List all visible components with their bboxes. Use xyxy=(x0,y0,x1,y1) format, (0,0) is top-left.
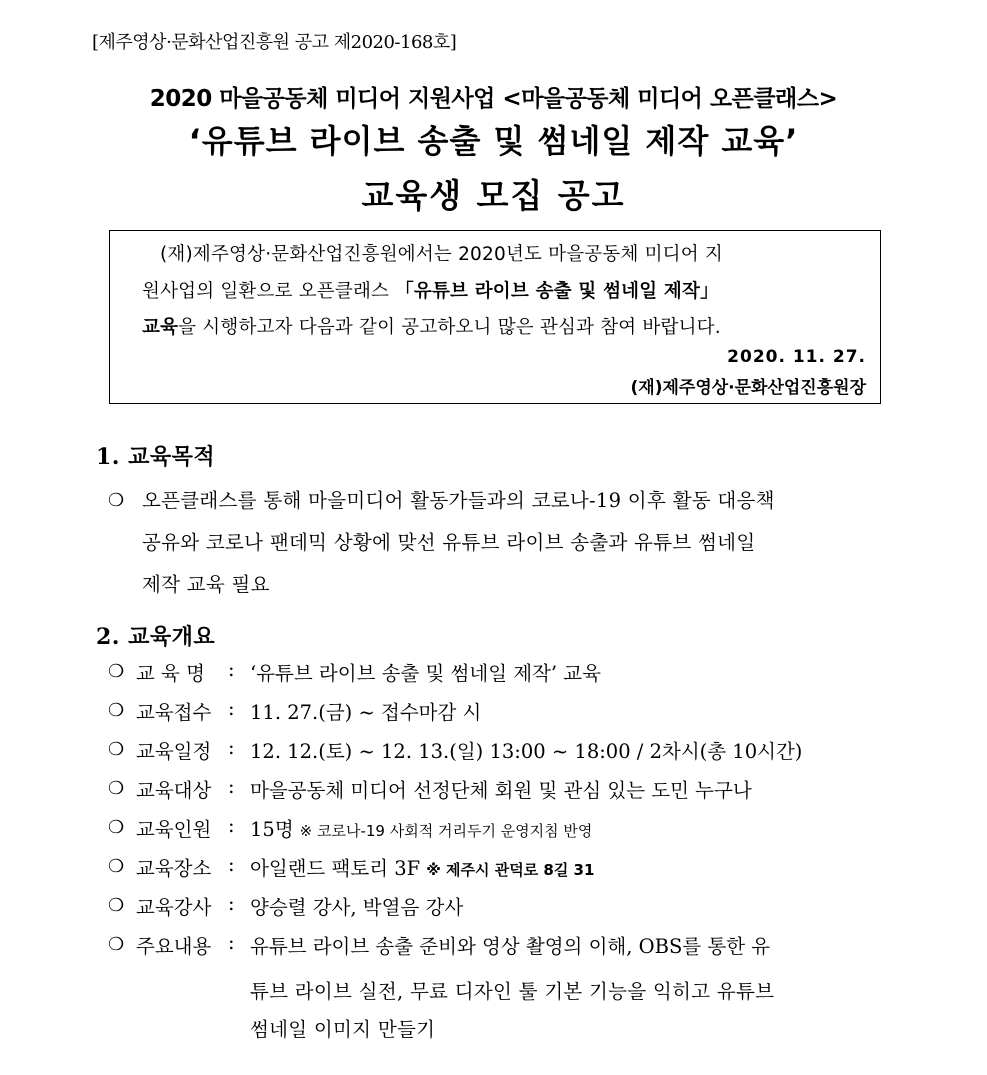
location-address-note: ※ 제주시 관덕로 8길 31 xyxy=(426,861,595,879)
item-value: 12. 12.(토) ~ 12. 13.(일) 13:00 ~ 18:00 / 2차시(총 10시간) xyxy=(250,740,803,763)
capacity-note: ※ 코로나-19 사회적 거리두기 운영지침 반영 xyxy=(299,822,593,840)
overview-item-location xyxy=(108,853,908,892)
overview-item-content xyxy=(108,931,908,970)
capacity-value: 15명 xyxy=(250,818,294,841)
bullet-circle-icon: ❍ xyxy=(108,817,125,838)
item-separator: : xyxy=(228,697,235,720)
item-value xyxy=(250,814,592,842)
section-1-purpose xyxy=(108,480,898,606)
overview-item-schedule xyxy=(108,736,908,775)
bullet-circle-icon: ❍ xyxy=(108,490,125,511)
notice-number: [제주영상·문화산업진흥원 공고 제2020-168호] xyxy=(92,32,457,53)
item-separator: : xyxy=(228,892,235,915)
bullet-circle-icon: ❍ xyxy=(108,778,125,799)
item-value: 양승렬 강사, 박열음 강사 xyxy=(250,896,464,919)
intro-line-2 xyxy=(142,277,719,303)
intro-program-name: 「유튜브 라이브 송출 및 썸네일 제작」 xyxy=(395,281,719,302)
bullet-circle-icon: ❍ xyxy=(108,934,125,955)
intro-line-3 xyxy=(142,313,721,339)
title-line-3: 교육생 모집 공고 xyxy=(361,176,626,215)
item-separator: : xyxy=(228,853,235,876)
purpose-line: 제작 교육 필요 xyxy=(142,573,270,596)
item-value xyxy=(250,853,594,881)
content-continuation-line: 튜브 라이브 실전, 무료 디자인 툴 기본 기능을 익히고 유튜브 xyxy=(250,980,775,1003)
issuer-signature: (재)제주영상·문화산업진흥원장 xyxy=(630,378,866,398)
item-separator: : xyxy=(228,736,235,759)
item-separator: : xyxy=(228,658,235,681)
section-1-title: 1. 교육목적 xyxy=(96,444,216,470)
bullet-circle-icon: ❍ xyxy=(108,856,125,877)
bullet-circle-icon: ❍ xyxy=(108,739,125,760)
item-label: 교육접수 xyxy=(136,701,212,724)
section-2-title: 2. 교육개요 xyxy=(96,624,216,650)
title-line-1: 2020 마을공동체 미디어 지원사업 <마을공동체 미디어 오픈클래스> xyxy=(149,86,838,112)
notice-date: 2020. 11. 27. xyxy=(727,347,866,367)
bullet-circle-icon: ❍ xyxy=(108,895,125,916)
section-2-items xyxy=(108,658,908,970)
overview-item-course-name xyxy=(108,658,908,697)
bullet-circle-icon: ❍ xyxy=(108,700,125,721)
item-label: 교육인원 xyxy=(136,818,212,841)
overview-item-capacity xyxy=(108,814,908,853)
item-value: ‘유튜브 라이브 송출 및 썸네일 제작’ 교육 xyxy=(250,662,601,685)
item-value: 마을공동체 미디어 선정단체 회원 및 관심 있는 도민 누구나 xyxy=(250,779,752,802)
intro-line-3-text: 을 시행하고자 다음과 같이 공고하오니 많은 관심과 참여 바랍니다. xyxy=(178,317,721,338)
overview-item-target xyxy=(108,775,908,814)
intro-box xyxy=(109,230,881,404)
item-separator: : xyxy=(228,814,235,837)
item-label: 교육장소 xyxy=(136,857,212,880)
item-value: 11. 27.(금) ~ 접수마감 시 xyxy=(250,701,482,724)
purpose-line: 오픈클래스를 통해 마을미디어 활동가들과의 코로나-19 이후 활동 대응책 xyxy=(142,489,775,512)
item-label: 주요내용 xyxy=(136,935,212,958)
item-label: 교육강사 xyxy=(136,896,212,919)
location-value: 아일랜드 팩토리 3F xyxy=(250,857,421,880)
item-value: 유튜브 라이브 송출 준비와 영상 촬영의 이해, OBS를 통한 유 xyxy=(250,935,771,958)
item-separator: : xyxy=(228,931,235,954)
item-label: 교육대상 xyxy=(136,779,212,802)
item-label: 교육일정 xyxy=(136,740,212,763)
item-separator: : xyxy=(228,775,235,798)
purpose-line: 공유와 코로나 팬데믹 상황에 맞선 유튜브 라이브 송출과 유튜브 썸네일 xyxy=(142,531,756,554)
intro-line-2-text: 원사업의 일환으로 오픈클래스 xyxy=(142,281,396,302)
item-label: 교 육 명 xyxy=(136,662,205,685)
intro-line-3-bold: 교육 xyxy=(142,317,179,338)
content-continuation-line: 썸네일 이미지 만들기 xyxy=(250,1018,436,1041)
bullet-circle-icon: ❍ xyxy=(108,661,125,682)
overview-item-registration xyxy=(108,697,908,736)
overview-item-instructors xyxy=(108,892,908,931)
intro-line-1: (재)제주영상·문화산업진흥원에서는 2020년도 마을공동체 미디어 지 xyxy=(160,244,723,265)
title-line-2: ‘유튜브 라이브 송출 및 썸네일 제작 교육’ xyxy=(188,122,799,160)
